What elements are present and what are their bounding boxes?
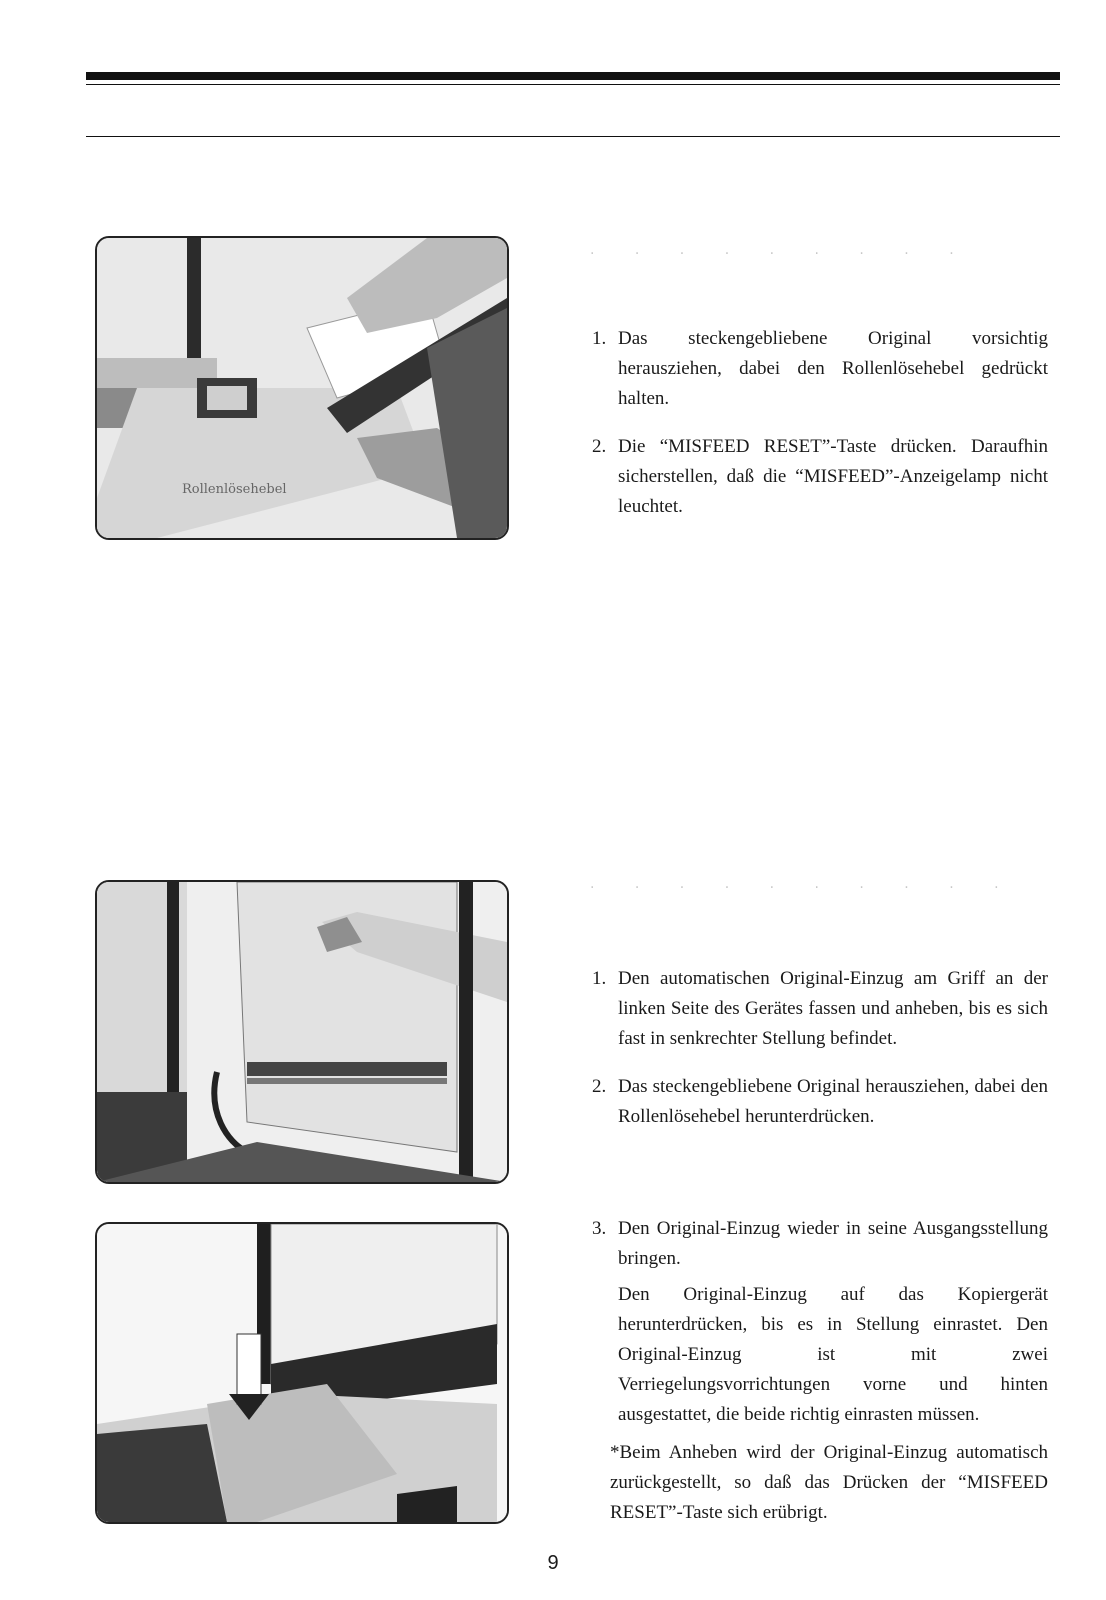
photo-close-feeder: [95, 1222, 509, 1524]
photo-remove-original: [95, 236, 509, 540]
step-item: [592, 1214, 1048, 1274]
photo-lift-feeder: [95, 880, 509, 1184]
step-text: Den automatischen Original-Einzug am Griff an der linken Seite des Gerätes fassen und anheben, bis es sich fast in senkrechter Stellung befindet.: [618, 968, 1048, 1049]
step-number: 2.: [592, 1076, 607, 1097]
step-paragraph: Den Original-Einzug auf das Kopiergerät herunterdrücken, bis es in Stellung einrastet. Den Original-Einzug ist mit zwei Verriegelungsvorrichtungen vorne und hinten ausgestattet, die beide richtig einrasten müssen.: [618, 1284, 1048, 1425]
step-number: 1.: [592, 328, 607, 349]
step-text: Die “MISFEED RESET”-Taste drücken. Daraufhin sicherstellen, daß die “MISFEED”-Anzeigelamp nicht leuchtet.: [618, 436, 1048, 517]
header-rule-thick: [86, 72, 1060, 80]
photo-label-lever: Rollenlösehebel: [182, 482, 287, 497]
step-item: [592, 324, 1048, 414]
section-3-instructions: [592, 1214, 1048, 1536]
page-number: 9: [547, 1552, 559, 1574]
header-rule-thin: [86, 84, 1060, 85]
note-text: *Beim Anheben wird der Original-Einzug automatisch zurückgestellt, so daß das Drücken der “MISFEED RESET”-Taste sich erübrigt.: [610, 1442, 1048, 1523]
step-text: Den Original-Einzug wieder in seine Ausgangsstellung bringen.: [618, 1218, 1048, 1269]
step-text: Das steckengebliebene Original vorsichtig herausziehen, dabei den Rollenlösehebel gedrückt halten.: [618, 328, 1048, 409]
step-number: 2.: [592, 436, 607, 457]
step-item: [592, 1072, 1048, 1132]
section-1-instructions: [592, 324, 1048, 540]
header-rule-lower: [86, 136, 1060, 137]
faint-heading-2: · · · · · · · · · ·: [590, 880, 1017, 896]
faint-heading-1: · · · · · · · · ·: [590, 246, 972, 262]
step-item: [592, 432, 1048, 522]
step-text: Das steckengebliebene Original herausziehen, dabei den Rollenlösehebel herunterdrücken.: [618, 1076, 1048, 1127]
step-number: 1.: [592, 968, 607, 989]
section-2-instructions: [592, 964, 1048, 1150]
step-item: [592, 964, 1048, 1054]
step-number: 3.: [592, 1218, 607, 1239]
